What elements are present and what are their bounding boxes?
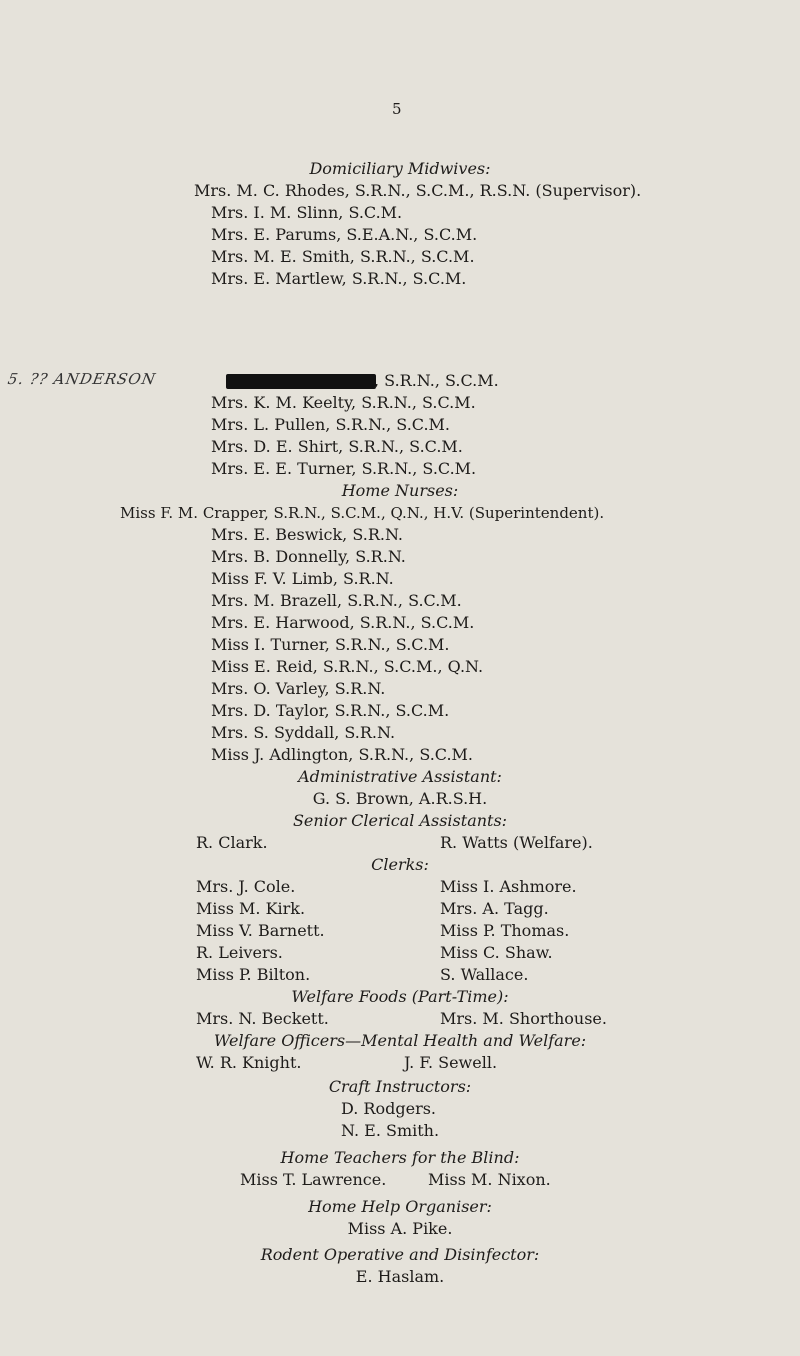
midwife-line: Mrs. E. Martlew, S.R.N., S.C.M. xyxy=(211,269,467,288)
nurse-line: Mrs. M. Brazell, S.R.N., S.C.M. xyxy=(211,591,462,610)
clerk-left: R. Leivers. xyxy=(196,943,283,962)
midwife-line: Mrs. L. Pullen, S.R.N., S.C.M. xyxy=(211,415,451,434)
handwritten-margin-note: 5. ?? ANDERSON xyxy=(6,370,158,388)
heading-welfare-officers: Welfare Officers—Mental Health and Welfare: xyxy=(213,1031,587,1050)
nurse-line: Miss F. M. Crapper, S.R.N., S.C.M., Q.N., H.V. (Superintendent). xyxy=(120,504,605,522)
heading-administrative-assistant: Administrative Assistant: xyxy=(298,767,502,786)
nurse-line: Mrs. O. Varley, S.R.N. xyxy=(211,679,386,698)
page-number: 5 xyxy=(392,100,402,118)
admin-line: G. S. Brown, A.R.S.H. xyxy=(312,789,488,808)
nurse-line: Mrs. E. Harwood, S.R.N., S.C.M. xyxy=(211,613,475,632)
welfare-officer-left: W. R. Knight. xyxy=(196,1053,302,1072)
heading-domiciliary-midwives: Domiciliary Midwives: xyxy=(309,159,491,178)
midwife-line: Mrs. I. M. Slinn, S.C.M. xyxy=(211,203,403,222)
home-help-line: Miss A. Pike. xyxy=(347,1219,453,1238)
heading-home-nurses: Home Nurses: xyxy=(341,481,459,500)
nurse-line: Miss F. V. Limb, S.R.N. xyxy=(211,569,394,588)
heading-senior-clerical: Senior Clerical Assistants: xyxy=(292,811,508,830)
heading-welfare-foods: Welfare Foods (Part-Time): xyxy=(291,987,509,1006)
craft-line: N. E. Smith. xyxy=(341,1121,440,1140)
midwife-line: Mrs. E. E. Turner, S.R.N., S.C.M. xyxy=(211,459,477,478)
clerk-left: Miss M. Kirk. xyxy=(196,899,306,918)
midwife-line: Mrs. D. E. Shirt, S.R.N., S.C.M. xyxy=(211,437,463,456)
clerk-right: S. Wallace. xyxy=(440,965,529,984)
heading-home-teachers-blind: Home Teachers for the Blind: xyxy=(280,1148,520,1167)
rodent-line: E. Haslam. xyxy=(355,1267,445,1286)
midwife-line: Mrs. K. M. Keelty, S.R.N., S.C.M. xyxy=(211,393,476,412)
midwife-line: Mrs. M. C. Rhodes, S.R.N., S.C.M., R.S.N. (Supervisor). xyxy=(194,181,642,200)
clerk-left: Miss V. Barnett. xyxy=(196,921,325,940)
welfare-foods-right: Mrs. M. Shorthouse. xyxy=(440,1009,607,1028)
nurse-line: Mrs. E. Beswick, S.R.N. xyxy=(211,525,404,544)
clerk-right: Miss P. Thomas. xyxy=(440,921,570,940)
welfare-officer-right: J. F. Sewell. xyxy=(404,1053,498,1072)
senior-clerical-left: R. Clark. xyxy=(196,833,268,852)
nurse-line: Mrs. D. Taylor, S.R.N., S.C.M. xyxy=(211,701,450,720)
nurse-line: Miss J. Adlington, S.R.N., S.C.M. xyxy=(211,745,474,764)
midwife-line-redacted: , S.R.N., S.C.M. xyxy=(374,371,499,390)
senior-clerical-right: R. Watts (Welfare). xyxy=(440,833,593,852)
redaction-bar xyxy=(226,374,376,389)
blind-teacher-left: Miss T. Lawrence. xyxy=(240,1170,387,1189)
clerk-left: Miss P. Bilton. xyxy=(196,965,311,984)
welfare-foods-left: Mrs. N. Beckett. xyxy=(196,1009,329,1028)
craft-line: D. Rodgers. xyxy=(341,1099,437,1118)
nurse-line: Mrs. B. Donnelly, S.R.N. xyxy=(211,547,406,566)
clerk-right: Miss C. Shaw. xyxy=(440,943,553,962)
heading-craft-instructors: Craft Instructors: xyxy=(328,1077,472,1096)
midwife-line: Mrs. E. Parums, S.E.A.N., S.C.M. xyxy=(211,225,478,244)
heading-home-help-organiser: Home Help Organiser: xyxy=(308,1197,492,1216)
clerk-right: Mrs. A. Tagg. xyxy=(440,899,549,918)
clerk-left: Mrs. J. Cole. xyxy=(196,877,296,896)
clerk-right: Miss I. Ashmore. xyxy=(440,877,577,896)
midwife-line: Mrs. M. E. Smith, S.R.N., S.C.M. xyxy=(211,247,475,266)
heading-clerks: Clerks: xyxy=(371,855,429,874)
nurse-line: Miss E. Reid, S.R.N., S.C.M., Q.N. xyxy=(211,657,484,676)
nurse-line: Mrs. S. Syddall, S.R.N. xyxy=(211,723,396,742)
nurse-line: Miss I. Turner, S.R.N., S.C.M. xyxy=(211,635,450,654)
heading-rodent-operative: Rodent Operative and Disinfector: xyxy=(260,1245,540,1264)
blind-teacher-right: Miss M. Nixon. xyxy=(428,1170,551,1189)
